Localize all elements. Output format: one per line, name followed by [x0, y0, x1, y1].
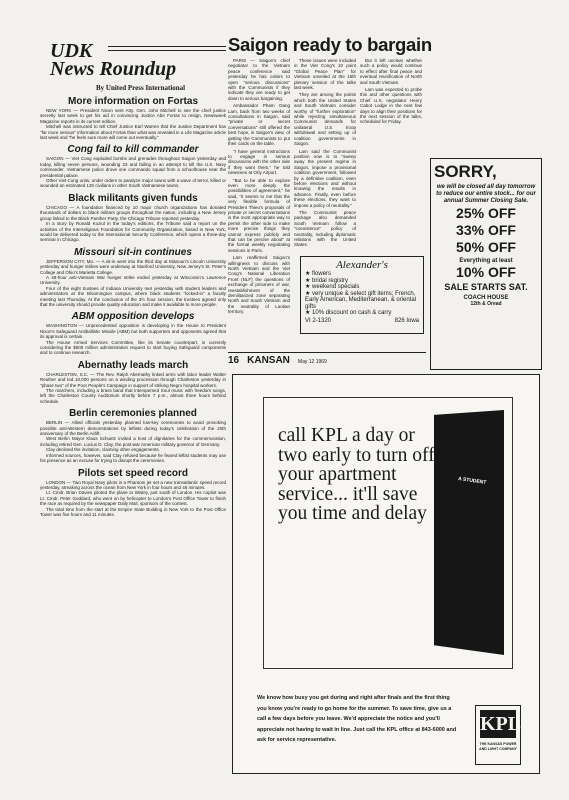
- sorry-text: we will be closed all day tomorrow to reduce our entire stock... for our annual Summer Closing Sale.: [436, 184, 536, 204]
- alexanders-ad: [300, 256, 424, 334]
- page-folio: [228, 352, 426, 366]
- alexanders-items: [305, 271, 419, 317]
- discount-33: 33% OFF: [456, 222, 516, 238]
- story-paragraph: The Communist peace package also demanded South Vietnam follow a "coexistence" policy of neutrality, including diplomatic relations with the United States.: [294, 209, 356, 248]
- roundup-article: [40, 96, 226, 140]
- story-column: [294, 58, 356, 250]
- article-paragraph: JEFFERSON CITY, Mo. — A sit-in went into the third day at Missouri's Lincoln University yesterday and hunger strikes were underway at Stanford University, New Jersey's St. Peter's College and Ohio's Marietta College.: [40, 258, 226, 275]
- main-headline: Saigon ready to bargain: [228, 34, 432, 55]
- logo-udk: UDK: [50, 40, 93, 62]
- article-paragraph: CHICAGO — A foundation financed by 10 major church organizations has donated thousands of dollars to black militant groups throughout the nation, including a New Jersey group linked to the Black Panther Party, the Chicago Tribune reported yesterday.: [40, 204, 226, 221]
- discount-50: 50% OFF: [456, 239, 516, 255]
- story-paragraph: Ambassador Pham Dang Lam, back from two weeks of consultations in Saigon, said "private or secret conversations" still offered the best hope, in Saigon's view, of getting the Communists to put their cards on the table.: [228, 103, 290, 147]
- story-paragraph: Lam was expected to probe this and other questions with Chief U.S. negotiator Henry Cabot Lodge in the next few days to align their positions for the next session of the talks, scheduled for Friday.: [360, 87, 422, 125]
- article-paragraph: A 48-hour anti-Vietnam War hunger strike ended yesterday at Wisconsin's Lawrence University.: [40, 274, 226, 286]
- article-paragraph: Lt. Cmdr. Brian Davies piloted the plane to Wisley, just south of London. His copilot was Lt. Cmdr. Peter Goddard, who went on by helicopter to London's Post Office Tower to finish the race as required by the newspaper Daily Mail, sponsors of the contest.: [40, 490, 226, 507]
- story-paragraph: They are among the points which both the United States and South Vietnam consider worthy of "further exploration" while rejecting simultaneous Communist demands for unilateral U.S. troop withdrawal and setting up of coalition governments in Saigon.: [294, 92, 356, 147]
- article-paragraph: The total time from the start at the Empire State Building in New York to the Post Office Tower was five hours and 11 minutes.: [40, 506, 226, 517]
- kpl-headline: call KPL a day or two early to turn off your apartment service... it'll save you time and delay: [278, 425, 435, 524]
- roundup-article: [40, 247, 226, 308]
- article-headline: ABM opposition develops: [71, 311, 195, 323]
- roundup-article: [40, 144, 226, 188]
- sorry-title: SORRY,: [434, 162, 497, 181]
- shop-name: COACH HOUSE: [463, 295, 509, 301]
- roundup-logo: [40, 34, 226, 92]
- kpl-message: We know how busy you get during and right after finals and the first thing you know you're ready to go home for the summer. To save time, give us a call a few days before you leave. We'd appreciate the notice and you'll appreciate not having to wait in line. Just call the KPL office at 843-6000 and ask for service representative.: [257, 695, 457, 743]
- article-headline: Berlin ceremonies planned: [69, 408, 197, 420]
- article-paragraph: LONDON — Two Royal Navy pilots in a Phantom jet set a new transatlantic speed record yesterday, streaking across the ocean from New York in four hours and 46 minutes.: [40, 479, 226, 490]
- roundup-byline: By United Press International: [96, 84, 186, 92]
- article-headline: More information on Fortas: [68, 96, 198, 107]
- story-paragraph: "I have general instructions to engage in serious discussions with the other side if they want them," he told newsmen at Orly Airport.: [228, 148, 290, 176]
- alexanders-address: 826 Iowa: [394, 317, 419, 324]
- article-paragraph: The marchers, including a brass band that interspersed Soul music with freedom songs, left the Charleston County Auditorium shortly before 7 p.m., almost three hours behind schedule.: [40, 388, 226, 404]
- roundup-article: [40, 360, 226, 404]
- article-paragraph: WASHINGTON — Unprecedented opposition is developing in the House to President Nixon's Safeguard Antiballistic Missile (ABM) but both supporters and opponents agreed that its approval is certain.: [40, 323, 226, 340]
- story-paragraph: Lam reaffirmed Saigon's willingness to discuss with North Vietnam and the Viet Cong's National Liberation Front (NLF) the questions of exchange of prisoners of war, reestablishment of the demilitarized zone separating North and South Vietnam and the neutrality of Laotian territory.: [228, 255, 290, 315]
- story-column: [228, 58, 290, 317]
- alexanders-item: ★ weekend specials: [305, 284, 360, 290]
- article-paragraph: Mitchell was instructed to tell Chief Justice Earl Warren that the Justice Department has "far more serious" information about Fortas than what was revealed in a Life Magazine article last week and "he feels sure more will come out eventually.": [40, 124, 226, 141]
- issue-date: May 12 1969: [297, 359, 327, 365]
- kpl-ad: [232, 374, 540, 774]
- story-paragraph: Lam said the Communist position now is to "sweep away the present regime in Saigon, impose a provisional coalition government, followed by a definitive coalition, even before elections and without knowing the results in advance. Finally, even before these elections, they want to impose a policy of neutrality.": [294, 148, 356, 208]
- article-paragraph: Informed sources, however, said Clay refused because he feared leftist students may use his presence as an excuse for trying to disrupt the ceremonies.: [40, 452, 226, 464]
- article-paragraph: The House Armed Services Committee, like its Senate counterpart, is currently considering the $600 million administration request to start buying Safeguard components and to continue research.: [40, 339, 226, 356]
- article-headline: Abernathy leads march: [77, 359, 189, 371]
- news-roundup-column: [40, 34, 226, 517]
- article-paragraph: Other Viet Cong units, under orders to paralyze major towns with a wave of terror, killed or wounded an estimated 130 civilians in other South Vietnamese towns.: [40, 178, 226, 189]
- sale-start: SALE STARTS SAT.: [444, 282, 528, 292]
- alexanders-phone: VI 2-1320: [305, 317, 332, 324]
- article-paragraph: NEW YORK — President Nixon sent Atty. Gen. John Mitchell to see the chief justice secretly last week to get his aid in convincing Justice Abe Fortas to resign, Newsweek Magazine reports in its current edition.: [40, 108, 226, 124]
- min-discount: 10% OFF: [456, 264, 516, 280]
- roundup-article: [40, 408, 226, 463]
- alexanders-item: ★ bridal registry: [305, 277, 349, 284]
- alexanders-item: ★ very unique & select gift items; French, Early American, Mediterranean, & oriental gifts: [305, 290, 417, 310]
- paper-name: KANSAN: [247, 355, 290, 366]
- article-headline: Black militants given funds: [68, 192, 198, 204]
- roundup-article: [40, 468, 226, 518]
- door-tag: A STUDENT: [457, 476, 487, 486]
- coach-house-ad: [430, 158, 542, 370]
- alexanders-item: ★ flowers: [305, 271, 332, 277]
- article-paragraph: CHARLESTON, S.C. — The Rev. Ralph Abernathy linked arms with labor leader Walter Reuther and led 10,000 persons on a winding procession through Charleston yesterday in "phase two" of the Poor People's Campaign in support of striking Negro hospital workers.: [40, 371, 226, 388]
- article-headline: Pilots set speed record: [77, 467, 189, 479]
- kpl-illustration: [263, 397, 513, 669]
- story-paragraph: PARIS — Saigon's chief negotiator to the Vietnam peace conference said yesterday he has orders to open "serious discussions" with the Communists if they indicate they are ready to get down to serious bargaining.: [228, 58, 290, 101]
- kpl-logo-sub: THE KANSAS POWER AND LIGHT COMPANY: [479, 742, 517, 751]
- shop-address: 12th & Oread: [470, 301, 502, 307]
- logo-news-roundup: News Roundup: [50, 58, 177, 80]
- article-paragraph: BERLIN — Allied officials yesterday planned low-key ceremonies to avoid provoking possible anti-Western demonstrations by leftists during today's celebration of the 20th anniversary of the Berlin Airlift.: [40, 420, 226, 437]
- story-paragraph: These issues were included in the Viet Cong's 10 point "Global Peace Plan" for Vietnam unveiled at the 16th plenary session of the talks last week.: [294, 58, 356, 91]
- story-paragraph: But it left unclear whether such a policy would continue to effect after final peace and eventual reunification of North and South Vietnam.: [360, 58, 422, 85]
- everything-label: Everything at least: [459, 258, 513, 264]
- article-paragraph: SAIGON — Viet Cong exploded bombs and grenades throughout Saigon yesterday and today, killing seven persons, wounding 23 and failing in an attempt to kill the U.S. Navy commander. Vietnamese police drove one commando squad from a schoolhouse near the presidential palace.: [40, 156, 226, 178]
- kpl-logo-mark: KPL: [480, 710, 516, 738]
- article-headline: Cong fail to kill commander: [67, 144, 199, 156]
- story-paragraph: "But to be able to explore even more deeply the possibilities of agreement," he said, "it seems to me that the very flexible formula of President Thieu's proposals of private or secret conversations is the most appropriate way to permit the other side to make more precise things they cannot express publicly and that can be precise about" at the formal weekly negotiating sessions in Paris.: [228, 177, 290, 253]
- discount-25: 25% OFF: [456, 205, 516, 221]
- roundup-articles: [40, 96, 226, 517]
- article-paragraph: Clay declined the invitation, claiming other engagements.: [46, 447, 160, 453]
- door-illustration: [434, 410, 504, 655]
- article-headline: Missouri sit-in continues: [74, 246, 192, 258]
- alexanders-item: ★ 10% discount on cash & carry: [305, 310, 392, 316]
- kpl-logo: [475, 705, 521, 765]
- roundup-article: [40, 311, 226, 355]
- roundup-article: [40, 193, 226, 243]
- alexanders-title: Alexander's: [336, 259, 388, 271]
- story-column: [360, 58, 422, 127]
- article-paragraph: In a story by Ronald Koziol in the today's editions, the Tribune said a report on the activities of the Interreligious Foundation for Community Organization, based in New York, would be delivered today to the International Security Conference, which opens a three-day seminar in Chicago.: [40, 221, 226, 243]
- page-number: 16: [228, 355, 240, 366]
- article-paragraph: West Berlin Mayor Klaus Schuetz invited a host of dignitaries for the commemoration, including retired Gen. Lucius D. Clay, the post-war American military governor of Germany.: [40, 436, 226, 447]
- article-paragraph: Four of the eight trustees of Indiana University met yesterday with student leaders and administrators at the Bloomington campus, where black students "locked-in" a faculty meeting last Thursday. At the conclusion of the 3½ hour session, the trustees agreed only that the university should provide quality education and make it available to more people.: [40, 285, 226, 307]
